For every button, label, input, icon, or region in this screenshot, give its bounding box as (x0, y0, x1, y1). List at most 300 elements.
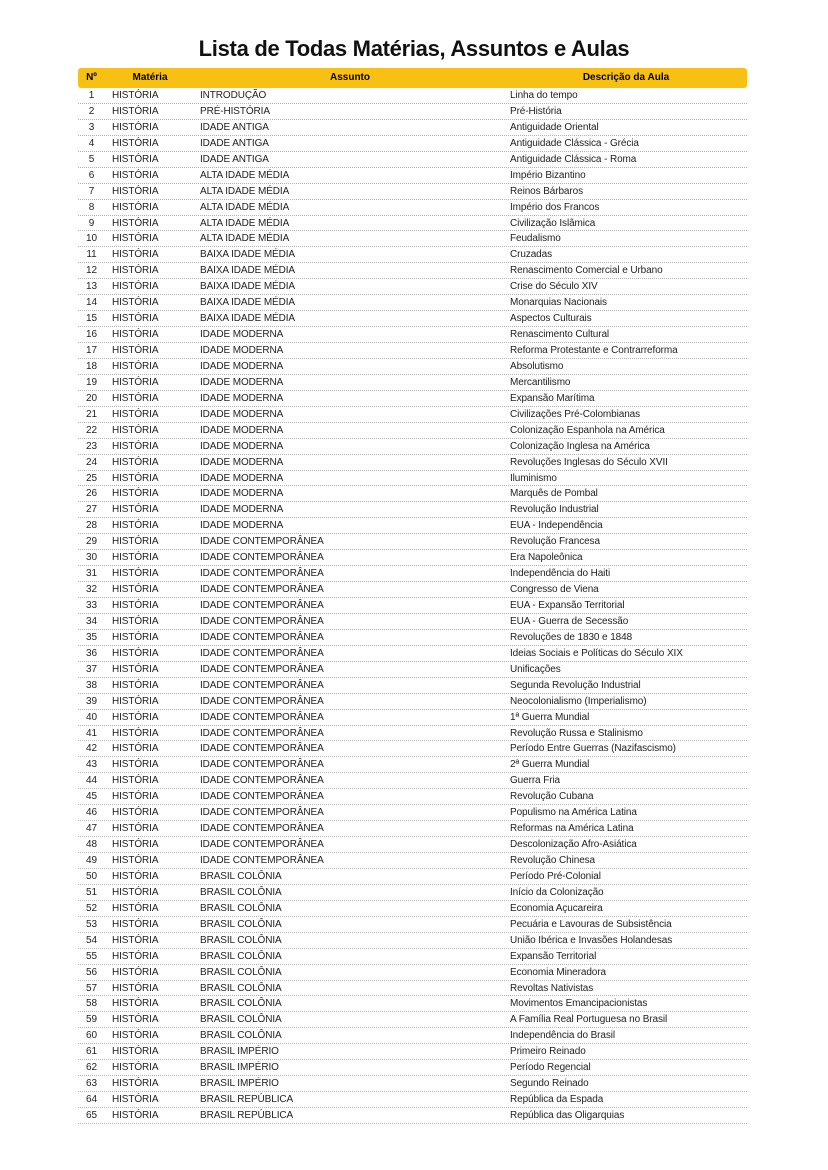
cell-materia: HISTÓRIA (112, 870, 159, 882)
cell-materia: HISTÓRIA (112, 998, 159, 1010)
table-row (78, 837, 747, 853)
cell-numero: 25 (86, 472, 97, 484)
cell-assunto: BAIXA IDADE MÉDIA (200, 297, 295, 309)
cell-assunto: BRASIL REPÚBLICA (200, 1094, 294, 1106)
table-row (78, 184, 747, 200)
cell-numero: 59 (86, 1014, 97, 1026)
cell-descricao: Economia Mineradora (510, 966, 606, 978)
cell-descricao: Aspectos Culturais (510, 313, 592, 325)
cell-assunto: BRASIL COLÔNIA (200, 982, 282, 994)
cell-assunto: IDADE CONTEMPORÂNEA (200, 568, 324, 580)
table-row (78, 279, 747, 295)
cell-assunto: BRASIL COLÔNIA (200, 918, 282, 930)
cell-materia: HISTÓRIA (112, 839, 159, 851)
table-row (78, 534, 747, 550)
table-row (78, 168, 747, 184)
cell-numero: 29 (86, 536, 97, 548)
cell-materia: HISTÓRIA (112, 201, 159, 213)
cell-descricao: República das Oligarquias (510, 1110, 625, 1121)
cell-materia: HISTÓRIA (112, 711, 159, 723)
cell-assunto: BRASIL COLÔNIA (200, 902, 282, 914)
cell-assunto: IDADE ANTIGA (200, 121, 269, 133)
cell-assunto: ALTA IDADE MÉDIA (200, 169, 290, 181)
table-row (78, 566, 747, 582)
cell-numero: 32 (86, 584, 97, 596)
table-header-row (78, 68, 747, 88)
table-row (78, 917, 747, 933)
column-header-numero: Nº (86, 72, 97, 83)
cell-numero: 37 (86, 663, 97, 675)
table-row (78, 773, 747, 789)
cell-descricao: Revolução Industrial (510, 504, 599, 516)
cell-numero: 10 (86, 233, 97, 245)
cell-materia: HISTÓRIA (112, 647, 159, 659)
cell-numero: 17 (86, 345, 97, 356)
cell-materia: HISTÓRIA (112, 1094, 159, 1106)
cell-descricao: Período Pré-Colonial (510, 870, 601, 882)
cell-descricao: Era Napoleônica (510, 552, 583, 564)
cell-numero: 8 (88, 201, 95, 213)
table-row (78, 582, 747, 598)
cell-numero: 2 (88, 105, 95, 117)
table-row (78, 694, 747, 710)
cell-materia: HISTÓRIA (112, 297, 159, 309)
cell-numero: 12 (86, 265, 97, 277)
cell-numero: 20 (86, 392, 97, 404)
table-row (78, 136, 747, 152)
table-row (78, 598, 747, 614)
cell-descricao: Iluminismo (510, 472, 557, 484)
cell-assunto: IDADE CONTEMPORÂNEA (200, 615, 324, 627)
table-row (78, 471, 747, 487)
cell-materia: HISTÓRIA (112, 456, 159, 468)
cell-materia: HISTÓRIA (112, 934, 159, 946)
cell-materia: HISTÓRIA (112, 281, 159, 293)
cell-assunto: BRASIL REPÚBLICA (200, 1110, 294, 1121)
cell-numero: 62 (86, 1062, 97, 1074)
cell-assunto: BRASIL COLÔNIA (200, 998, 282, 1010)
cell-descricao: Primeiro Reinado (510, 1046, 586, 1058)
cell-assunto: IDADE CONTEMPORÂNEA (200, 631, 324, 643)
cell-materia: HISTÓRIA (112, 233, 159, 245)
cell-numero: 35 (86, 631, 97, 643)
cell-numero: 45 (86, 791, 97, 803)
cell-materia: HISTÓRIA (112, 855, 159, 866)
cell-numero: 41 (86, 727, 97, 739)
cell-numero: 43 (86, 759, 97, 771)
cell-descricao: Monarquias Nacionais (510, 297, 607, 309)
cell-assunto: BRASIL IMPÉRIO (200, 1046, 279, 1058)
page-title: Lista de Todas Matérias, Assuntos e Aulas (198, 36, 630, 61)
table-row (78, 965, 747, 981)
table-row (78, 678, 747, 694)
table-row (78, 741, 747, 757)
cell-assunto: BRASIL COLÔNIA (200, 966, 282, 978)
table-row (78, 869, 747, 885)
cell-descricao: Período Entre Guerras (Nazifascismo) (510, 743, 676, 755)
cell-numero: 55 (86, 950, 97, 962)
cell-assunto: BRASIL COLÔNIA (200, 950, 282, 962)
cell-descricao: Antiguidade Oriental (510, 121, 599, 133)
cell-materia: HISTÓRIA (112, 360, 159, 372)
cell-assunto: IDADE MODERNA (200, 360, 284, 372)
cell-materia: HISTÓRIA (112, 1014, 159, 1026)
table-row (78, 152, 747, 168)
cell-descricao: Reinos Bárbaros (510, 185, 583, 197)
cell-assunto: IDADE CONTEMPORÂNEA (200, 663, 324, 675)
cell-descricao: Expansão Marítima (510, 392, 595, 404)
table-row (78, 423, 747, 439)
cell-materia: HISTÓRIA (112, 600, 159, 611)
table-row (78, 1108, 747, 1124)
cell-assunto: BRASIL IMPÉRIO (200, 1062, 279, 1074)
lessons-table (78, 68, 747, 1124)
cell-descricao: Revoluções Inglesas do Século XVII (510, 456, 668, 468)
cell-numero: 44 (86, 775, 97, 787)
cell-numero: 31 (86, 568, 97, 580)
cell-numero: 9 (88, 217, 95, 229)
cell-numero: 65 (86, 1110, 97, 1121)
table-row (78, 359, 747, 375)
cell-assunto: IDADE CONTEMPORÂNEA (200, 775, 324, 787)
cell-assunto: IDADE CONTEMPORÂNEA (200, 823, 324, 835)
cell-numero: 36 (86, 647, 97, 659)
cell-assunto: IDADE MODERNA (200, 392, 284, 404)
cell-materia: HISTÓRIA (112, 329, 159, 341)
cell-assunto: BAIXA IDADE MÉDIA (200, 249, 295, 261)
cell-assunto: ALTA IDADE MÉDIA (200, 233, 290, 245)
cell-numero: 19 (86, 376, 97, 388)
cell-materia: HISTÓRIA (112, 759, 159, 771)
cell-materia: HISTÓRIA (112, 90, 159, 101)
table-row (78, 231, 747, 247)
cell-numero: 24 (86, 456, 97, 468)
cell-numero: 15 (86, 313, 97, 325)
cell-assunto: BRASIL COLÔNIA (200, 1030, 282, 1042)
cell-assunto: IDADE MODERNA (200, 472, 284, 484)
cell-numero: 28 (86, 520, 97, 532)
cell-descricao: Linha do tempo (510, 90, 578, 101)
table-row (78, 1044, 747, 1060)
cell-descricao: Feudalismo (510, 233, 561, 245)
cell-descricao: Marquês de Pombal (510, 488, 598, 500)
cell-descricao: Revoltas Nativistas (510, 982, 594, 994)
cell-materia: HISTÓRIA (112, 1030, 159, 1042)
table-row (78, 439, 747, 455)
table-row (78, 200, 747, 216)
cell-descricao: República da Espada (510, 1094, 604, 1106)
cell-materia: HISTÓRIA (112, 902, 159, 914)
cell-numero: 61 (86, 1046, 97, 1058)
table-row (78, 996, 747, 1012)
cell-numero: 34 (86, 615, 97, 627)
cell-assunto: IDADE CONTEMPORÂNEA (200, 536, 324, 548)
table-row (78, 1060, 747, 1076)
cell-descricao: Independência do Haiti (510, 568, 611, 580)
cell-materia: HISTÓRIA (112, 313, 159, 325)
cell-materia: HISTÓRIA (112, 1078, 159, 1090)
cell-assunto: IDADE MODERNA (200, 456, 284, 468)
table-row (78, 757, 747, 773)
cell-materia: HISTÓRIA (112, 568, 159, 580)
cell-descricao: Civilizações Pré-Colombianas (510, 408, 641, 420)
column-header-descricao: Descrição da Aula (582, 72, 670, 83)
cell-numero: 6 (88, 169, 95, 181)
cell-descricao: Expansão Territorial (510, 950, 597, 962)
cell-numero: 23 (86, 440, 97, 452)
table-row (78, 1028, 747, 1044)
cell-descricao: Reforma Protestante e Contrarreforma (510, 345, 678, 356)
cell-numero: 11 (86, 249, 97, 261)
table-row (78, 550, 747, 566)
table-row (78, 455, 747, 471)
cell-descricao: Renascimento Comercial e Urbano (510, 265, 663, 277)
cell-descricao: Revolução Francesa (510, 536, 600, 548)
cell-materia: HISTÓRIA (112, 121, 159, 133)
cell-assunto: IDADE CONTEMPORÂNEA (200, 584, 324, 596)
cell-assunto: IDADE ANTIGA (200, 137, 269, 149)
cell-numero: 30 (86, 552, 97, 564)
table-row (78, 343, 747, 359)
cell-assunto: ALTA IDADE MÉDIA (200, 185, 290, 197)
cell-assunto: IDADE CONTEMPORÂNEA (200, 855, 324, 866)
cell-descricao: Congresso de Viena (510, 584, 599, 596)
cell-assunto: IDADE CONTEMPORÂNEA (200, 695, 324, 707)
cell-descricao: Pré-História (510, 105, 562, 117)
cell-assunto: IDADE CONTEMPORÂNEA (200, 807, 324, 819)
cell-numero: 22 (86, 424, 97, 436)
cell-materia: HISTÓRIA (112, 249, 159, 261)
cell-numero: 53 (86, 918, 97, 930)
cell-assunto: IDADE MODERNA (200, 488, 284, 500)
cell-materia: HISTÓRIA (112, 392, 159, 404)
cell-materia: HISTÓRIA (112, 520, 159, 532)
cell-numero: 49 (86, 855, 97, 866)
cell-materia: HISTÓRIA (112, 886, 159, 898)
cell-assunto: IDADE ANTIGA (200, 153, 269, 165)
cell-numero: 13 (86, 281, 97, 293)
cell-assunto: IDADE CONTEMPORÂNEA (200, 711, 324, 723)
cell-numero: 60 (86, 1030, 97, 1042)
cell-materia: HISTÓRIA (112, 488, 159, 500)
table-body (78, 88, 747, 1124)
cell-materia: HISTÓRIA (112, 265, 159, 277)
table-row (78, 1076, 747, 1092)
cell-numero: 48 (86, 839, 97, 851)
cell-materia: HISTÓRIA (112, 615, 159, 627)
table-row (78, 1092, 747, 1108)
cell-materia: HISTÓRIA (112, 1046, 159, 1058)
cell-assunto: BAIXA IDADE MÉDIA (200, 265, 295, 277)
column-header-materia: Matéria (132, 72, 168, 83)
table-row (78, 853, 747, 869)
cell-descricao: Segunda Revolução Industrial (510, 679, 641, 691)
cell-descricao: Crise do Século XIV (510, 281, 598, 293)
cell-numero: 51 (86, 886, 97, 898)
cell-materia: HISTÓRIA (112, 376, 159, 388)
table-row (78, 502, 747, 518)
cell-numero: 50 (86, 870, 97, 882)
cell-materia: HISTÓRIA (112, 105, 159, 117)
cell-materia: HISTÓRIA (112, 663, 159, 675)
cell-numero: 4 (88, 137, 95, 149)
cell-numero: 7 (88, 185, 95, 197)
table-row (78, 646, 747, 662)
cell-assunto: BRASIL COLÔNIA (200, 870, 282, 882)
cell-materia: HISTÓRIA (112, 217, 159, 229)
cell-assunto: IDADE CONTEMPORÂNEA (200, 727, 324, 739)
cell-descricao: Pecuária e Lavouras de Subsistência (510, 918, 672, 930)
cell-descricao: Renascimento Cultural (510, 329, 610, 341)
cell-materia: HISTÓRIA (112, 552, 159, 564)
table-row (78, 981, 747, 997)
cell-materia: HISTÓRIA (112, 1062, 159, 1074)
cell-materia: HISTÓRIA (112, 137, 159, 149)
cell-numero: 52 (86, 902, 97, 914)
cell-numero: 42 (86, 743, 97, 755)
cell-descricao: EUA - Independência (510, 520, 603, 532)
cell-numero: 40 (86, 711, 97, 723)
cell-materia: HISTÓRIA (112, 408, 159, 420)
cell-descricao: Ideias Sociais e Políticas do Século XIX (510, 647, 683, 659)
cell-materia: HISTÓRIA (112, 153, 159, 165)
cell-descricao: Império dos Francos (510, 201, 600, 213)
table-row (78, 821, 747, 837)
cell-descricao: Reformas na América Latina (510, 823, 634, 835)
cell-descricao: Revolução Cubana (510, 791, 594, 803)
cell-assunto: IDADE CONTEMPORÂNEA (200, 552, 324, 564)
table-row (78, 216, 747, 232)
cell-numero: 14 (86, 297, 97, 309)
cell-assunto: PRÉ-HISTÓRIA (200, 105, 270, 117)
cell-numero: 33 (86, 600, 97, 611)
cell-materia: HISTÓRIA (112, 536, 159, 548)
cell-assunto: BAIXA IDADE MÉDIA (200, 281, 295, 293)
cell-descricao: Civilização Islâmica (510, 217, 596, 229)
table-row (78, 407, 747, 423)
cell-materia: HISTÓRIA (112, 631, 159, 643)
column-header-assunto: Assunto (330, 72, 370, 83)
cell-assunto: BRASIL COLÔNIA (200, 886, 282, 898)
cell-numero: 46 (86, 807, 97, 819)
cell-assunto: IDADE CONTEMPORÂNEA (200, 600, 324, 611)
table-row (78, 933, 747, 949)
cell-numero: 47 (86, 823, 97, 835)
cell-assunto: IDADE CONTEMPORÂNEA (200, 839, 324, 851)
cell-assunto: BRASIL COLÔNIA (200, 934, 282, 946)
table-row (78, 885, 747, 901)
cell-descricao: EUA - Guerra de Secessão (510, 615, 629, 627)
cell-materia: HISTÓRIA (112, 345, 159, 356)
cell-descricao: Império Bizantino (510, 169, 586, 181)
cell-numero: 39 (86, 695, 97, 707)
cell-descricao: Absolutismo (510, 360, 564, 372)
cell-assunto: IDADE CONTEMPORÂNEA (200, 743, 324, 755)
table-row (78, 789, 747, 805)
cell-materia: HISTÓRIA (112, 695, 159, 707)
table-row (78, 104, 747, 120)
cell-assunto: IDADE MODERNA (200, 408, 284, 420)
table-row (78, 1012, 747, 1028)
cell-assunto: IDADE MODERNA (200, 504, 284, 516)
cell-assunto: INTRODUÇÃO (200, 90, 267, 101)
cell-materia: HISTÓRIA (112, 504, 159, 516)
table-row (78, 327, 747, 343)
table-row (78, 949, 747, 965)
cell-materia: HISTÓRIA (112, 982, 159, 994)
table-row (78, 662, 747, 678)
cell-materia: HISTÓRIA (112, 440, 159, 452)
cell-assunto: ALTA IDADE MÉDIA (200, 217, 290, 229)
cell-assunto: IDADE MODERNA (200, 345, 284, 356)
cell-assunto: IDADE CONTEMPORÂNEA (200, 647, 324, 659)
cell-materia: HISTÓRIA (112, 185, 159, 197)
cell-assunto: IDADE MODERNA (200, 520, 284, 532)
cell-materia: HISTÓRIA (112, 823, 159, 835)
cell-descricao: EUA - Expansão Territorial (510, 600, 625, 611)
cell-assunto: IDADE MODERNA (200, 329, 284, 341)
table-row (78, 247, 747, 263)
table-row (78, 710, 747, 726)
cell-materia: HISTÓRIA (112, 807, 159, 819)
cell-materia: HISTÓRIA (112, 743, 159, 755)
cell-descricao: Antiguidade Clássica - Grécia (510, 137, 639, 149)
cell-numero: 3 (88, 121, 95, 133)
cell-numero: 64 (86, 1094, 97, 1106)
cell-materia: HISTÓRIA (112, 679, 159, 691)
cell-numero: 56 (86, 966, 97, 978)
cell-materia: HISTÓRIA (112, 966, 159, 978)
cell-descricao: Neocolonialismo (Imperialismo) (510, 695, 647, 707)
cell-numero: 57 (86, 982, 97, 994)
table-row (78, 295, 747, 311)
cell-assunto: ALTA IDADE MÉDIA (200, 201, 290, 213)
cell-descricao: Revolução Russa e Stalinismo (510, 727, 643, 739)
cell-descricao: Colonização Inglesa na América (510, 440, 650, 452)
cell-assunto: BRASIL COLÔNIA (200, 1014, 282, 1026)
cell-numero: 21 (86, 408, 97, 420)
cell-descricao: Descolonização Afro-Asiática (510, 839, 637, 851)
cell-descricao: Populismo na América Latina (510, 807, 637, 819)
cell-assunto: IDADE MODERNA (200, 440, 284, 452)
cell-numero: 63 (86, 1078, 97, 1090)
table-row (78, 391, 747, 407)
cell-materia: HISTÓRIA (112, 775, 159, 787)
cell-descricao: Antiguidade Clássica - Roma (510, 153, 637, 165)
cell-numero: 26 (86, 488, 97, 500)
cell-descricao: Economia Açucareira (510, 902, 603, 914)
cell-numero: 1 (88, 90, 95, 101)
cell-numero: 58 (86, 998, 97, 1010)
table-row (78, 614, 747, 630)
cell-descricao: União Ibérica e Invasões Holandesas (510, 934, 673, 946)
cell-assunto: BRASIL IMPÉRIO (200, 1078, 279, 1090)
table-row (78, 375, 747, 391)
cell-descricao: Independência do Brasil (510, 1030, 616, 1042)
cell-numero: 16 (86, 329, 97, 341)
table-row (78, 486, 747, 502)
cell-numero: 18 (86, 360, 97, 372)
cell-materia: HISTÓRIA (112, 727, 159, 739)
cell-descricao: Revolução Chinesa (510, 855, 596, 866)
table-row (78, 726, 747, 742)
cell-materia: HISTÓRIA (112, 791, 159, 803)
cell-descricao: Colonização Espanhola na América (510, 424, 665, 436)
cell-assunto: IDADE CONTEMPORÂNEA (200, 791, 324, 803)
cell-materia: HISTÓRIA (112, 918, 159, 930)
cell-assunto: IDADE CONTEMPORÂNEA (200, 759, 324, 771)
cell-descricao: 1ª Guerra Mundial (510, 711, 590, 723)
